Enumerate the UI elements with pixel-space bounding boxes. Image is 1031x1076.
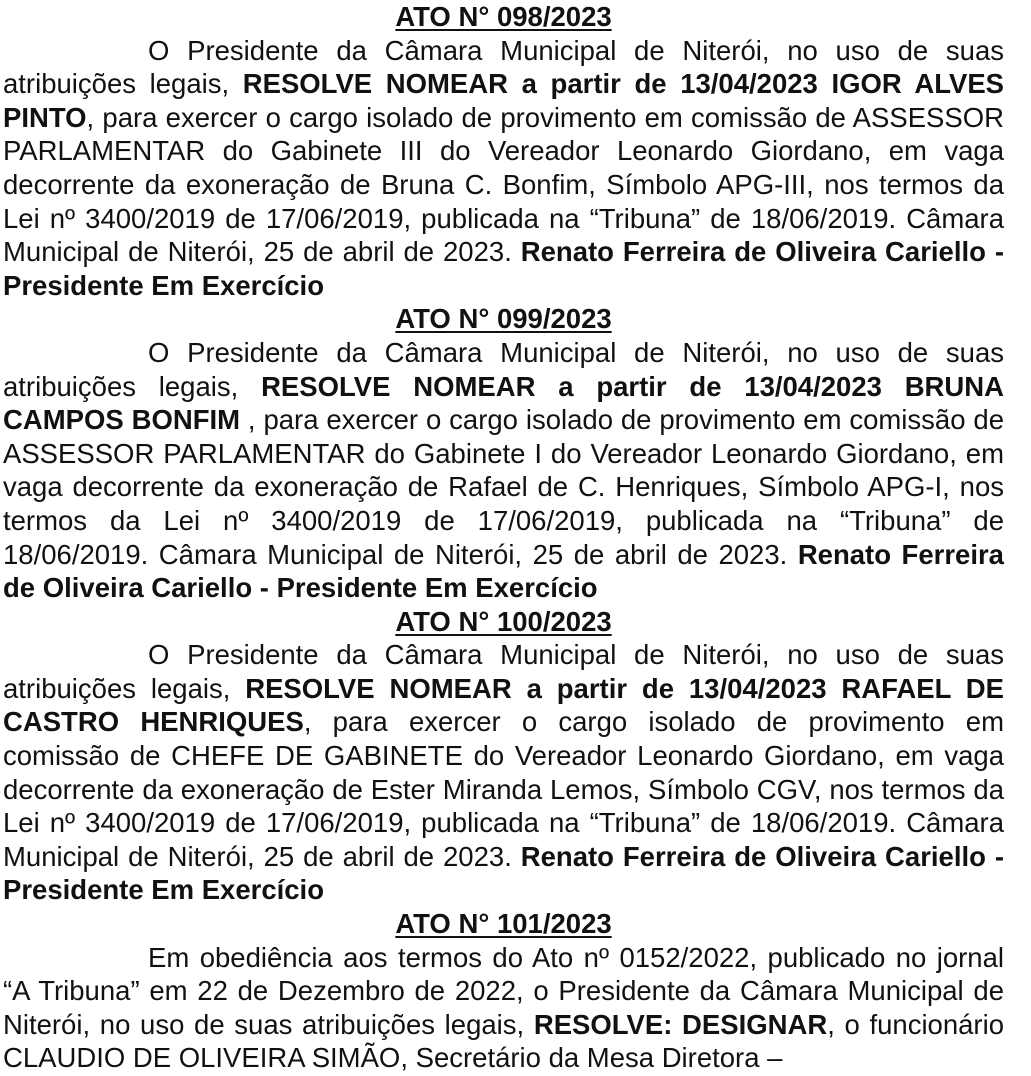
ato-title: ATO N° 098/2023 bbox=[395, 1, 612, 32]
ato-signature: Renato Ferreira de Oliveira Cariello - Presidente Em Exercício bbox=[3, 236, 1004, 301]
ato-text: , para exercer o cargo isolado de provimento em comissão de ASSESSOR PARLAMENTAR do Gabinete III do Vereador Leonardo Giordano, em vaga decorrente da exoneração de Bruna C. Bonfim, Símbolo APG-III, nos termos da Lei nº 3400/2019 de 17/06/2019, publicada na “Tribuna” de 18/06/2019. Câmara Municipal de Niterói, 25 de abril de 2023. bbox=[3, 101, 1004, 268]
ato-resolve: RESOLVE NOMEAR a partir de 13/04/2023 RAFAEL DE CASTRO HENRIQUES bbox=[3, 672, 1004, 738]
ato-intro: O Presidente da Câmara Municipal de Niterói, no uso de suas atribuições legais, bbox=[3, 34, 1004, 100]
ato-body bbox=[3, 638, 1004, 907]
ato-intro: Em obediência aos termos do Ato nº 0152/2022, publicado no jornal “A Tribuna” em 22 de Dezembro de 2022, o Presidente da Câmara Municipal de Niterói, no uso de suas atribuições legais, bbox=[3, 941, 1004, 1040]
ato-body bbox=[3, 34, 1004, 303]
ato-text: , o funcionário CLAUDIO DE OLIVEIRA SIMÃO, Secretário da Mesa Diretora – bbox=[3, 1008, 1004, 1074]
ato-resolve: RESOLVE: DESIGNAR bbox=[533, 1008, 828, 1040]
ato-title: ATO N° 101/2023 bbox=[395, 908, 612, 940]
ato-intro: O Presidente da Câmara Municipal de Niterói, no uso de suas atribuições legais, bbox=[3, 639, 1004, 704]
ato-099-section bbox=[3, 302, 1004, 604]
ato-resolve: RESOLVE NOMEAR a partir de 13/04/2023 IGOR ALVES PINTO bbox=[3, 68, 1004, 133]
ato-signature: Renato Ferreira de Oliveira Cariello - Presidente Em Exercício bbox=[3, 538, 1004, 604]
ato-101-section bbox=[3, 907, 1004, 1075]
ato-098-section bbox=[3, 0, 1004, 302]
ato-text: , para exercer o cargo isolado de provimento em comissão de ASSESSOR PARLAMENTAR do Gabinete I do Vereador Leonardo Giordano, em vaga decorrente da exoneração de Rafael de C. Henriques, Símbolo APG-I, nos termos da Lei nº 3400/2019 de 17/06/2019, publicada na “Tribuna” de 18/06/2019. Câmara Municipal de Niterói, 25 de abril de 2023. bbox=[3, 404, 1004, 570]
ato-title: ATO N° 099/2023 bbox=[395, 303, 612, 335]
ato-100-section bbox=[3, 605, 1004, 907]
ato-body bbox=[3, 941, 1004, 1075]
ato-intro: O Presidente da Câmara Municipal de Niterói, no uso de suas atribuições legais, bbox=[3, 336, 1004, 402]
ato-body bbox=[3, 336, 1004, 605]
ato-resolve: RESOLVE NOMEAR a partir de 13/04/2023 BRUNA CAMPOS BONFIM bbox=[3, 370, 1004, 436]
ato-title: ATO N° 100/2023 bbox=[395, 605, 612, 637]
ato-text: , para exercer o cargo isolado de provimento em comissão de CHEFE DE GABINETE do Vereador Leonardo Giordano, em vaga decorrente da exoneração de Ester Miranda Lemos, Símbolo CGV, nos termos da Lei nº 3400/2019 de 17/06/2019, publicada na “Tribuna” de 18/06/2019. Câmara Municipal de Niterói, 25 de abril de 2023. bbox=[3, 706, 1004, 872]
ato-signature: Renato Ferreira de Oliveira Cariello - Presidente Em Exercício bbox=[3, 840, 1004, 906]
